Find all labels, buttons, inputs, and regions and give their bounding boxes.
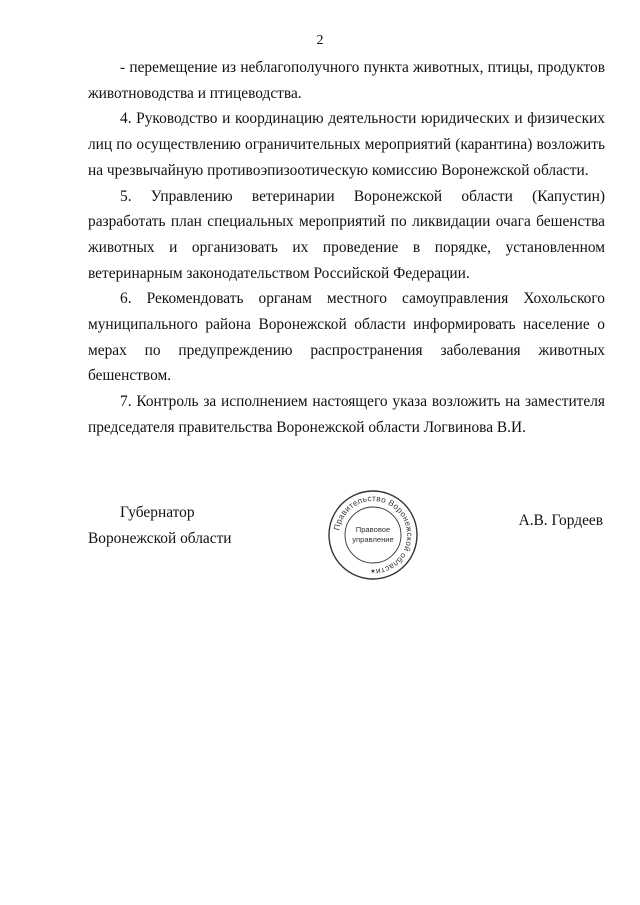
paragraph-quarantine-movement: - перемещение из неблагополучного пункта животных, птицы, продуктов животноводства и птицеводства.	[88, 59, 605, 102]
paragraph-item-6: 6. Рекомендовать органам местного самоуправления Хохольского муниципального района Воронежской области информировать население о мерах по предупреждению распространения заболевания животных бешенством.	[88, 290, 605, 385]
signatory-name: А.В. Гордеев	[518, 512, 603, 529]
paragraph-item-4: 4. Руководство и координацию деятельности юридических и физических лиц по осуществлению ограничительных мероприятий (карантина) возложить на чрезвычайную противоэпизоотическую комиссию Воронежской области.	[88, 110, 605, 179]
document-body	[88, 55, 605, 441]
paragraph-item-5: 5. Управлению ветеринарии Воронежской области (Капустин) разработать план специальных мероприятий по ликвидации очага бешенства животных и организовать их проведение в порядке, установленном ветеринарным законодательством Российской Федерации.	[88, 187, 605, 282]
official-seal	[326, 488, 420, 582]
signatory-title-line1: Губернатор	[120, 504, 195, 521]
seal-star-icon: ★	[370, 569, 376, 575]
seal-ring-text: Правительство Воронежской области	[332, 493, 415, 576]
page-number: 2	[316, 33, 324, 48]
seal-center-line2: управление	[352, 535, 394, 544]
signature-block	[88, 493, 605, 590]
seal-center-line1: Правовое	[355, 525, 391, 534]
signatory-title	[88, 500, 232, 551]
paragraph-item-7: 7. Контроль за исполнением настоящего указа возложить на заместителя председателя правительства Воронежской области Логвинова В.И.	[88, 393, 605, 436]
signatory-title-line2: Воронежской области	[88, 529, 232, 547]
